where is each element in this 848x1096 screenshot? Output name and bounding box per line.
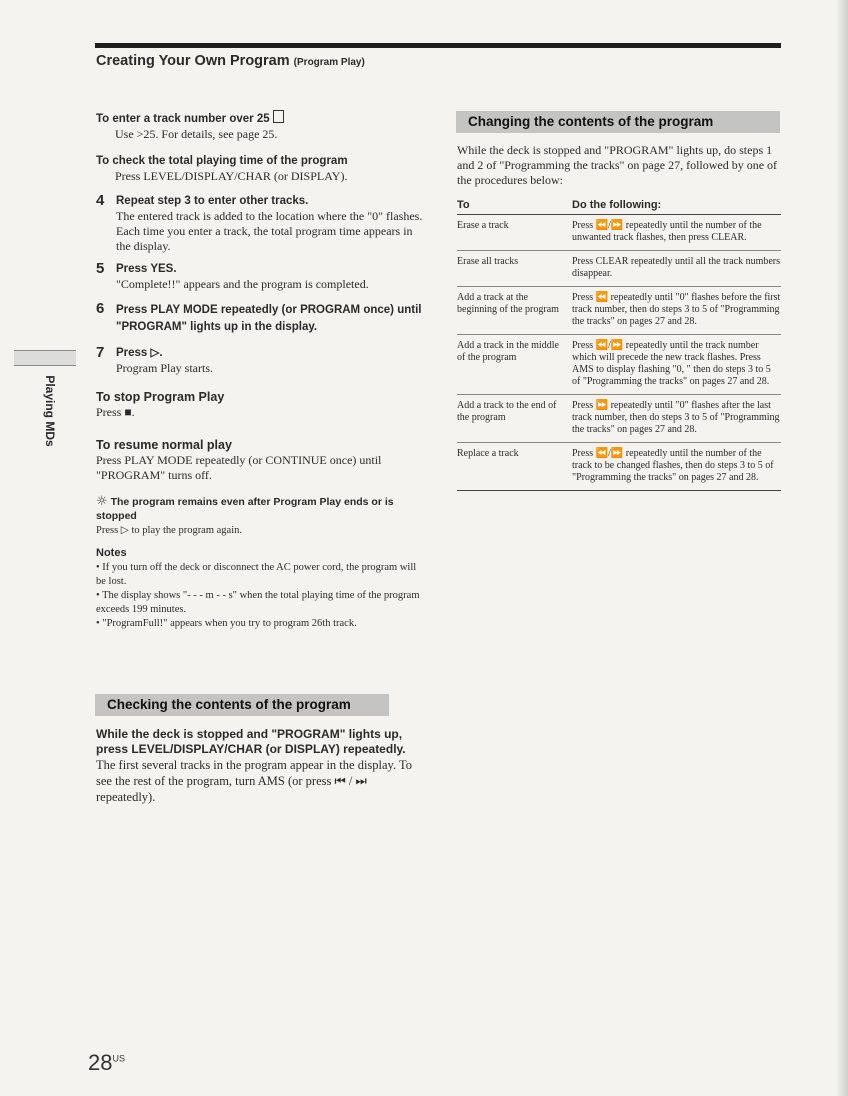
cell-do: Press ⏪/⏩ repeatedly until the number of the track to be changed flashes, then do steps 3 to 5 of "Programming the tracks" on pages 27 and 28.: [572, 443, 781, 491]
page-edge-shadow: [836, 0, 848, 1096]
step-7-body: Program Play starts.: [116, 361, 213, 375]
cell-do: Press ⏩ repeatedly until "0" flashes after the last track number, then do steps 3 to 5 of "Programming the tracks" on pages 27 and 28.: [572, 395, 781, 443]
checking-lead: While the deck is stopped and "PROGRAM" lights up, press LEVEL/DISPLAY/CHAR (or DISPLAY) repeatedly.: [96, 727, 406, 756]
note-item: • "ProgramFull!" appears when you try to program 26th track.: [96, 618, 357, 629]
step-5-title: Press YES.: [116, 263, 177, 275]
resume-normal-title: To resume normal play: [96, 438, 232, 452]
enter-over25-body: Use >25. For details, see page 25.: [115, 127, 278, 141]
header-rule: [95, 43, 781, 48]
cell-to: Add a track to the end of the program: [457, 395, 572, 443]
section-tab: [14, 350, 76, 366]
tip-title: ☼ The program remains even after Program Play ends or is stopped: [96, 494, 394, 522]
stop-program-title: To stop Program Play: [96, 390, 225, 404]
note-item: • The display shows "- - - m - - s" when the total playing time of the program exceeds 199 minutes.: [96, 590, 420, 615]
cell-to: Erase all tracks: [457, 251, 572, 287]
col-header-to: To: [457, 195, 572, 215]
page-title-sub: (Program Play): [293, 57, 365, 68]
changing-table: [457, 195, 781, 491]
step-7-title: Press ▷.: [116, 347, 163, 359]
step-4-body-1: The entered track is added to the location where the "0" flashes.: [116, 209, 423, 223]
page-number-region: US: [112, 1053, 125, 1064]
cell-to: Erase a track: [457, 215, 572, 251]
step-6-title: Press PLAY MODE repeatedly (or PROGRAM once) until "PROGRAM" lights up in the display.: [116, 304, 422, 333]
notes-title: Notes: [96, 547, 127, 559]
page-number: $28^{US}$: [88, 1050, 125, 1075]
notes-list: [96, 561, 426, 631]
col-header-do: Do the following:: [572, 195, 781, 215]
track-over25-key-icon: [273, 110, 284, 123]
table-row: [457, 215, 781, 251]
cell-do: Press ⏪/⏩ repeatedly until the number of the unwanted track flashes, then press CLEAR.: [572, 215, 781, 251]
step-4: 4 Repeat step 3 to enter other tracks. The entered track is added to the location where the "0" flashes. Each time you enter a track, the total program time appears in the display.: [96, 194, 426, 254]
section-label: Playing MDs: [43, 375, 57, 447]
stop-program-body: Press ■.: [96, 405, 135, 419]
check-time-title: To check the total playing time of the program: [96, 155, 348, 167]
changing-band: Changing the contents of the program: [456, 111, 780, 133]
checking-band: Checking the contents of the program: [95, 694, 389, 716]
table-row: [457, 395, 781, 443]
tip-body: Press ▷ to play the program again.: [96, 525, 243, 536]
cell-do: Press ⏪/⏩ repeatedly until the track number which will precede the new track flashes. Press AMS to display flashing "0, " then do steps 3 to 5 of "Programming the tracks" on pages 27 and 28.: [572, 335, 781, 395]
note-item: • If you turn off the deck or disconnect the AC power cord, the program will be lost.: [96, 562, 417, 587]
changing-intro: While the deck is stopped and "PROGRAM" lights up, do steps 1 and 2 of "Programming the tracks" on page 27, followed by one of the procedures below:: [457, 143, 778, 187]
enter-over25-title: To enter a track number over 25: [96, 110, 426, 127]
table-row: [457, 443, 781, 491]
resume-normal-body: Press PLAY MODE repeatedly (or CONTINUE once) until "PROGRAM" turns off.: [96, 453, 382, 482]
cell-do: Press ⏪ repeatedly until "0" flashes before the first track number, then do steps 3 to 5 of "Programming the tracks" on pages 27 and 28.: [572, 287, 781, 335]
left-column: [96, 110, 426, 631]
cell-to: Replace a track: [457, 443, 572, 491]
step-5: 5 Press YES. "Complete!!" appears and the program is completed.: [96, 262, 426, 292]
checking-section: [96, 727, 421, 805]
step-5-body: "Complete!!" appears and the program is completed.: [116, 277, 369, 291]
check-time-body: Press LEVEL/DISPLAY/CHAR (or DISPLAY).: [115, 169, 348, 183]
step-7: 7 Press ▷. Program Play starts.: [96, 346, 426, 376]
cell-to: Add a track in the middle of the program: [457, 335, 572, 395]
page-title: Creating Your Own Program (Program Play): [96, 53, 365, 69]
checking-body: The first several tracks in the program appear in the display. To see the rest of the program, turn AMS (or press ⏮ / ⏭ repeatedly).: [96, 758, 413, 804]
cell-to: Add a track at the beginning of the program: [457, 287, 572, 335]
table-row: [457, 335, 781, 395]
table-header-row: [457, 195, 781, 215]
table-row: [457, 251, 781, 287]
step-4-body-2: Each time you enter a track, the total program time appears in the display.: [116, 224, 413, 253]
cell-do: Press CLEAR repeatedly until all the track numbers disappear.: [572, 251, 781, 287]
tip-bulb-icon: ☼: [96, 494, 108, 509]
step-6: 6 Press PLAY MODE repeatedly (or PROGRAM once) until "PROGRAM" lights up in the display.: [96, 302, 426, 336]
step-4-title: Repeat step 3 to enter other tracks.: [116, 195, 309, 207]
table-row: [457, 287, 781, 335]
